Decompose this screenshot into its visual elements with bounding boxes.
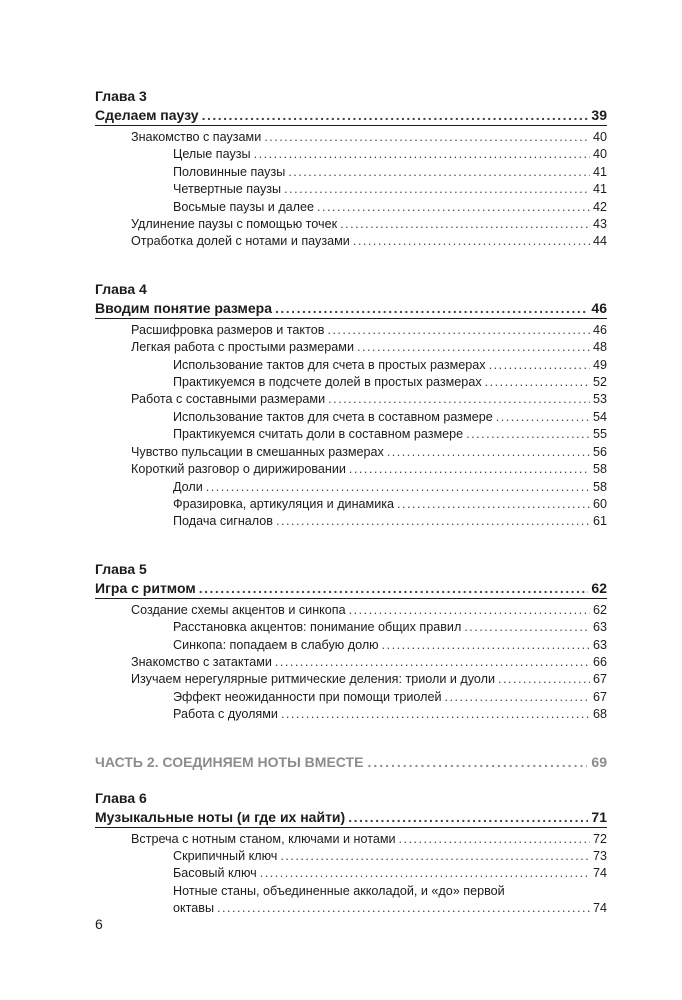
entry-page: 60 [592,496,607,511]
entry-page: 56 [592,444,607,459]
entry-page: 49 [592,357,607,372]
dot-leader [464,619,590,636]
toc-entry[interactable] [95,181,607,198]
toc-entry[interactable] [95,339,607,356]
toc-entry[interactable] [95,619,607,636]
chapter-page: 71 [591,808,607,825]
toc-entry[interactable] [95,409,607,426]
toc-entry-wrapped-line1[interactable]: Нотные станы, объединенные акколадой, и «до» первой [173,883,505,898]
entry-page: 66 [592,654,607,669]
entry-title: Половинные паузы [173,164,286,179]
entry-page: 58 [592,462,607,477]
entry-page: 53 [592,392,607,407]
entry-page: 52 [592,375,607,390]
chapter-title-row[interactable] [95,105,607,126]
entry-page: 58 [592,479,607,494]
dot-leader [399,831,590,848]
entry-page: 40 [592,130,607,144]
dot-leader [397,496,590,513]
dot-leader [202,105,589,125]
chapter-block [95,281,607,531]
dot-leader [276,513,590,530]
entry-title: Игра с ритмом [95,579,196,596]
entry-title: Использование тактов для счета в составном размере [173,409,493,424]
entry-title: Доли [173,479,203,494]
toc-entry[interactable] [95,461,607,478]
toc-entry[interactable] [95,689,607,706]
entry-page: 74 [592,866,607,881]
entry-title: Работа с дуолями [173,707,278,722]
entry-title: Расстановка акцентов: понимание общих правил [173,620,462,635]
toc-entry[interactable] [95,444,607,461]
toc-entry[interactable] [95,164,607,181]
entry-page: 67 [592,672,607,687]
dot-leader [349,461,590,478]
chapter-title: Музыкальные ноты (и где их найти) [95,808,346,825]
entry-title: Подача сигналов [173,514,273,529]
entry-title: октавы [173,901,215,916]
part-page: 69 [591,753,607,770]
toc-entry[interactable] [95,233,607,250]
dot-leader [382,637,590,654]
entry-page: 40 [592,147,607,162]
chapter-title-row[interactable] [95,298,607,319]
chapters-list [95,88,607,724]
toc-entry[interactable] [95,848,607,865]
dot-leader [281,706,590,723]
dot-leader [217,900,590,917]
entry-title: Скрипичный ключ [173,848,278,863]
entry-page: 61 [592,514,607,529]
entry-page: 43 [592,217,607,232]
entry-title: Создание схемы акцентов и синкопа [131,602,346,617]
dot-leader [280,848,590,865]
toc-entry[interactable] [95,357,607,374]
chapter-title-row[interactable] [95,578,607,599]
entry-page: 54 [592,409,607,424]
dot-leader [328,391,590,408]
toc-entry[interactable] [95,216,607,233]
entry-title: Практикуемся считать доли в составном размере [173,427,464,442]
chapter-label: Глава 3 [95,88,147,104]
dot-leader [206,479,590,496]
dot-leader [367,754,587,770]
entry-page: 62 [592,602,607,617]
chapter-label: Глава 4 [95,280,147,297]
toc-entry[interactable] [95,602,607,619]
entry-title: Четвертные паузы [173,182,282,197]
dot-leader [317,199,590,216]
chapter-block [95,561,607,724]
dot-leader [348,807,588,827]
dot-leader [264,129,590,146]
entry-title: Сделаем паузу [95,107,199,123]
chapter-label: Глава 6 [95,789,147,806]
entry-page: 48 [592,340,607,355]
dot-leader [260,865,590,882]
entry-title: Расшифровка размеров и тактов [131,322,325,337]
entry-page: 67 [592,689,607,704]
dot-leader [357,339,590,356]
table-of-contents [95,88,607,948]
entry-title: Знакомство с паузами [131,130,262,144]
toc-entry[interactable] [95,391,607,408]
entry-page: 63 [592,620,607,635]
entry-title: Знакомство с затактами [131,654,272,669]
dot-leader [199,578,589,598]
toc-entry[interactable] [95,146,607,163]
toc-entry[interactable] [95,637,607,654]
dot-leader [275,298,588,318]
entry-title: Работа с составными размерами [131,392,326,407]
toc-entry[interactable] [95,322,607,339]
dot-leader [349,602,590,619]
dot-leader [275,654,590,671]
entry-title: Удлинение паузы с помощью точек [131,217,338,232]
dot-leader [340,216,590,233]
dot-leader [387,444,590,461]
dot-leader [353,233,590,250]
entry-page: 63 [592,637,607,652]
toc-entry[interactable] [95,374,607,391]
dot-leader [496,409,590,426]
entry-title: Чувство пульсации в смешанных размерах [131,444,384,459]
dot-leader [485,374,590,391]
entry-page: 41 [592,182,607,197]
dot-leader [445,689,590,706]
toc-entry[interactable] [95,426,607,443]
entry-title: Синкопа: попадаем в слабую долю [173,637,379,652]
entry-title: Изучаем нерегулярные ритмические деления: триоли и дуоли [131,672,496,687]
entry-title: Легкая работа с простыми размерами [131,340,354,355]
toc-entry[interactable] [95,671,607,688]
entry-page: 46 [591,299,607,316]
entry-page: 46 [592,322,607,337]
entry-title: Использование тактов для счета в простых размерах [173,357,486,372]
toc-entry[interactable] [95,129,607,146]
entry-title: Отработка долей с нотами и паузами [131,234,350,249]
entry-title: Встреча с нотным станом, ключами и нотами [131,831,396,846]
entry-title: Восьмые паузы и далее [173,199,315,214]
dot-leader [327,322,590,339]
toc-entry-wrapped-line2[interactable] [95,900,607,917]
entry-title: Короткий разговор о дирижировании [131,462,346,477]
part-title: ЧАСТЬ 2. СОЕДИНЯЕМ НОТЫ ВМЕСТЕ [95,753,364,770]
toc-entry[interactable] [95,706,607,723]
dot-leader [466,426,590,443]
page-number: 6 [95,916,103,932]
toc-entry[interactable] [95,513,607,530]
entry-title: Фразировка, артикуляция и динамика [173,496,395,511]
entry-page: 42 [592,199,607,214]
chapter-6 [95,790,607,918]
entry-page: 68 [592,707,607,722]
entry-title: Эффект неожиданности при помощи триолей [173,689,442,704]
entry-title: Басовый ключ [173,866,257,881]
toc-entry[interactable] [95,831,607,848]
dot-leader [489,357,590,374]
dot-leader [498,671,590,688]
entry-page: 73 [592,848,607,863]
toc-entry[interactable] [95,199,607,216]
entry-title: Практикуемся в подсчете долей в простых размерах [173,375,482,390]
dot-leader [254,146,590,163]
entry-title: Вводим понятие размера [95,299,273,316]
toc-entry[interactable] [95,865,607,882]
chapter-block [95,88,607,251]
entry-page: 62 [591,579,607,596]
entry-page: 44 [592,234,607,249]
chapter-title-row[interactable] [95,807,607,828]
toc-entry[interactable] [95,479,607,496]
entry-page: 72 [592,831,607,846]
part-heading[interactable] [95,754,607,770]
chapter-6-entries [95,831,607,883]
entry-page: 55 [592,427,607,442]
entry-page: 74 [592,901,607,916]
dot-leader [288,164,590,181]
dot-leader [284,181,590,198]
entry-title: Целые паузы [173,147,251,162]
toc-entry[interactable] [95,496,607,513]
entry-page: 41 [592,164,607,179]
chapter-label: Глава 5 [95,560,147,577]
entry-page: 39 [591,107,607,123]
toc-entry[interactable] [95,654,607,671]
